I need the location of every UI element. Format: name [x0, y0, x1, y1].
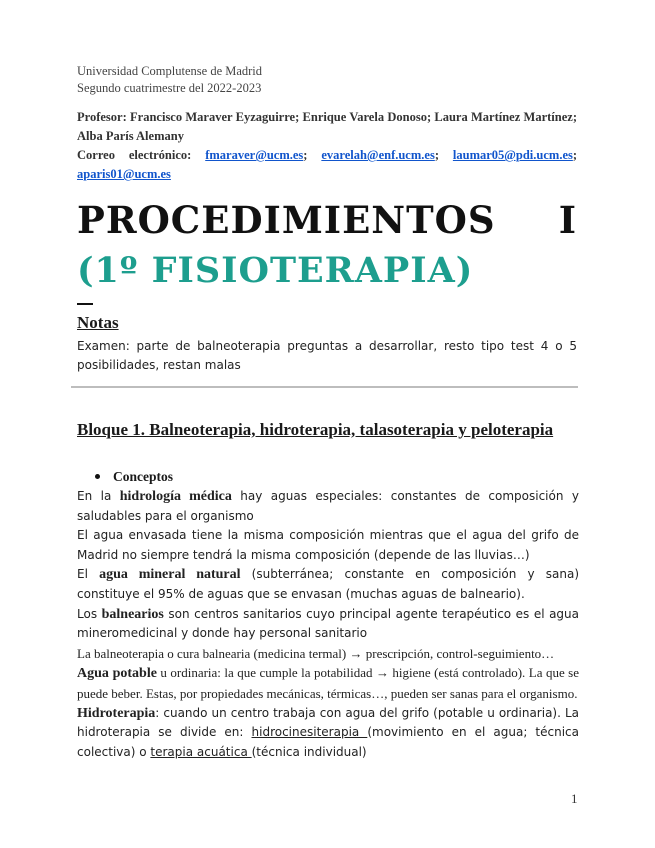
title-underline: [77, 303, 93, 305]
title-subtitle: (1º FISIOTERAPIA): [77, 250, 474, 291]
email-link[interactable]: aparis01@ucm.es: [77, 167, 171, 181]
document-header: [77, 63, 577, 97]
email-link[interactable]: laumar05@pdi.ucm.es: [452, 148, 573, 162]
notes-heading: Notas: [77, 313, 119, 332]
bullet-label: Conceptos: [113, 469, 173, 484]
paragraph: Los balnearios son centros sanitarios cuyo principal agente terapéutico es el agua mineromedicinal y donde hay personal sanitario: [77, 606, 579, 641]
title-word: PROCEDIMIENTOS: [77, 198, 496, 242]
email-label: Correo electrónico:: [77, 148, 192, 162]
paragraph: El agua envasada tiene la misma composición mientras que el agua del grifo de Madrid no siempre tendrá la misma composición (depende de las lluvias…): [77, 528, 579, 562]
professors-list: Francisco Maraver Eyzaguirre; Enrique Varela Donoso; Laura Martínez Martínez; Alba París Alemany: [77, 110, 577, 143]
paragraph: El agua mineral natural (subterránea; constante en composición y sana) constituye el 95% de aguas que se envasan (muchas aguas de balneario).: [77, 567, 580, 601]
horizontal-divider: [71, 386, 578, 388]
email-link[interactable]: fmaraver@ucm.es: [205, 148, 304, 162]
notes-text: Examen: parte de balneoterapia preguntas a desarrollar, resto tipo test 4 o 5 posibilidades, restan malas: [77, 339, 577, 372]
page-number: 1: [571, 791, 578, 806]
bullet-item: [95, 468, 595, 486]
section-heading: Bloque 1. Balneoterapia, hidroterapia, talasoterapia y peloterapia: [77, 420, 554, 439]
paragraph: En la hidrología médica hay aguas especiales: constantes de composición y saludables para el organismo: [77, 489, 579, 523]
paragraph: La balneoterapia o cura balnearia (medicina termal) → prescripción, control-seguimiento…: [77, 645, 555, 661]
semester: Segundo cuatrimestre del 2022-2023: [77, 81, 262, 95]
paragraph: Agua potable u ordinaria: la que cumple la potabilidad → higiene (está controlado). La que se puede beber. Estas, por propiedades mecánicas, térmicas…, pueden ser sanas para el organismo.: [77, 665, 580, 701]
section-body: [77, 487, 579, 762]
university-name: Universidad Complutense de Madrid: [77, 64, 263, 78]
bullet-icon: [95, 474, 100, 479]
document-title: [77, 198, 577, 296]
email-link[interactable]: evarelah@enf.ucm.es: [321, 148, 435, 162]
professors-label: Profesor:: [77, 110, 127, 124]
professor-block: Profesor: Francisco Maraver Eyzaguirre; Enrique Varela Donoso; Laura Martínez Martínez; Alba París Alemany Correo electrónico: fmaraver@ucm.es; evarelah@enf.ucm.es; laumar05@pdi.ucm.es; aparis01@ucm.es: [77, 110, 578, 181]
title-word: I: [558, 198, 577, 242]
paragraph: Hidroterapia: cuando un centro trabaja con agua del grifo (potable u ordinaria). La hidroterapia se divide en: hidrocinesiterapia (movimiento en el agua; técnica colectiva) o terapia acuática (técnica individual): [77, 705, 579, 759]
